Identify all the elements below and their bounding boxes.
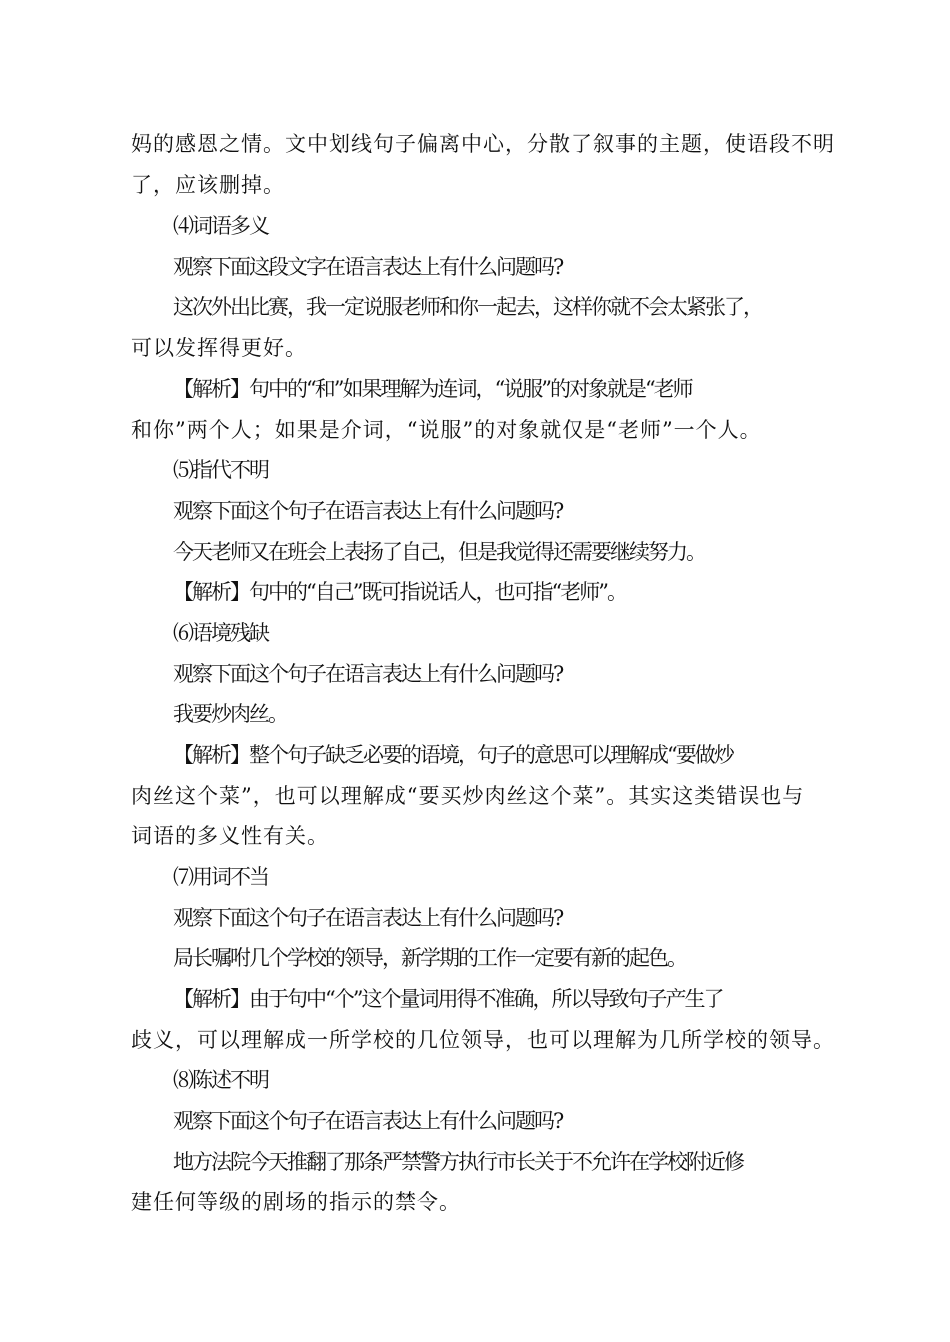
- analysis-line: 【解析】由于句中“个”这个量词用得不准确，所以导致句子产生了: [173, 987, 723, 1011]
- question-line: 观察下面这个句子在语言表达上有什么问题吗?: [173, 906, 563, 930]
- example-line: 局长嘱咐几个学校的领导，新学期的工作一定要有新的起色。: [173, 946, 686, 970]
- example-line: 我要炒肉丝。: [173, 702, 287, 726]
- section-heading: ⑷词语多义: [173, 214, 268, 238]
- analysis-line: 【解析】句中的“自己”既可指说话人，也可指“老师”。: [173, 580, 626, 604]
- analysis-line: 和你”两个人；如果是介词，“说服”的对象就仅是“老师”一个人。: [131, 418, 762, 442]
- example-line: 这次外出比赛，我一定说服老师和你一起去，这样你就不会太紧张了，: [173, 295, 762, 319]
- example-line: 今天老师又在班会上表扬了自己，但是我觉得还需要继续努力。: [173, 540, 705, 564]
- question-line: 观察下面这段文字在语言表达上有什么问题吗?: [173, 255, 563, 279]
- analysis-line: 【解析】句中的“和”如果理解为连词，“说服”的对象就是“老师: [173, 377, 692, 401]
- section-heading: ⑺用词不当: [173, 865, 268, 889]
- question-line: 观察下面这个句子在语言表达上有什么问题吗?: [173, 499, 563, 523]
- paragraph-line: 了，应该删掉。: [131, 173, 285, 197]
- section-heading: ⑹语境残缺: [173, 621, 268, 645]
- example-line: 地方法院今天推翻了那条严禁警方执行市长关于不允许在学校附近修: [173, 1150, 743, 1174]
- example-line: 建任何等级的剧场的指示的禁令。: [131, 1190, 461, 1214]
- section-heading: ⑸指代不明: [173, 458, 268, 482]
- question-line: 观察下面这个句子在语言表达上有什么问题吗?: [173, 1109, 563, 1133]
- example-line: 可以发挥得更好。: [131, 336, 307, 360]
- question-line: 观察下面这个句子在语言表达上有什么问题吗?: [173, 662, 563, 686]
- paragraph-line: 妈的感恩之情。文中划线句子偏离中心，分散了叙事的主题，使语段不明: [131, 132, 835, 156]
- analysis-line: 词语的多义性有关。: [131, 824, 329, 848]
- analysis-line: 肉丝这个菜”，也可以理解成“要买炒肉丝这个菜”。其实这类错误也与: [131, 784, 805, 808]
- analysis-line: 【解析】整个句子缺乏必要的语境，句子的意思可以理解成“要做炒: [173, 743, 733, 767]
- analysis-line: 歧义，可以理解成一所学校的几位领导，也可以理解为几所学校的领导。: [131, 1028, 835, 1052]
- section-heading: ⑻陈述不明: [173, 1068, 268, 1092]
